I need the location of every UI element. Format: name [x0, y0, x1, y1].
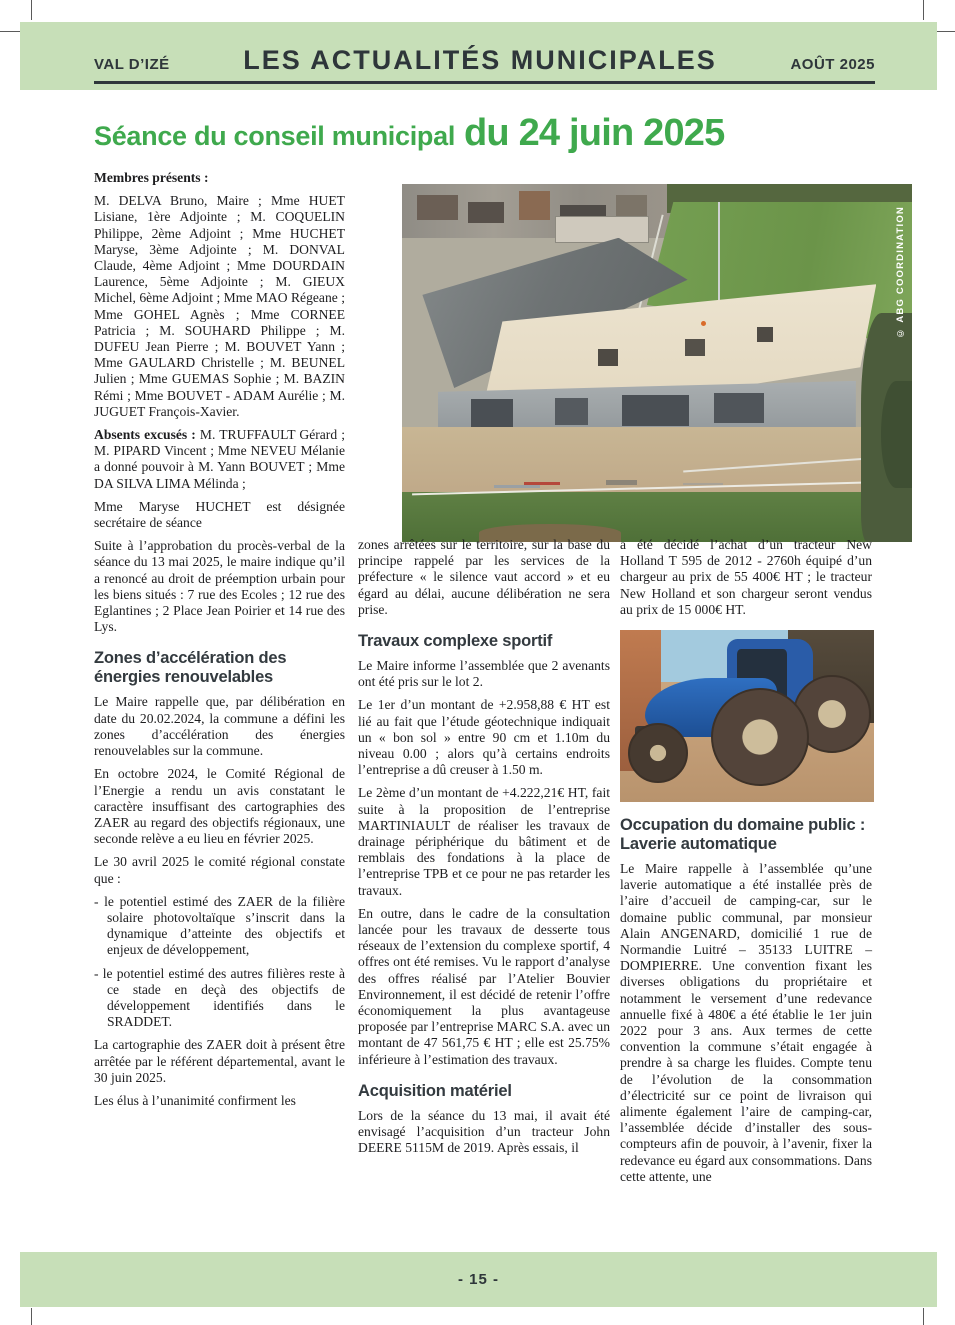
- photo-pallet: [606, 480, 637, 484]
- acquisition-paragraph-2: a été décidé l’achat d’un tracteur New Holland T 595 de 2012 - 2760h équipé d’un chargeur au prix de 55 400€ HT ; le tracteur New Holland et son chargeur seront vendus au prix de 15 000€ HT.: [620, 537, 872, 617]
- crop-mark: [923, 1308, 924, 1325]
- crop-mark: [0, 31, 21, 32]
- photo-wall-opening: [622, 395, 689, 425]
- column-middle: [358, 537, 610, 1164]
- section-heading-acquisition: Acquisition matériel: [358, 1081, 512, 1100]
- photo-house: [616, 195, 647, 216]
- masthead-band: [20, 22, 937, 90]
- travaux-paragraph-2: Le 1er d’un montant de +2.958,88 € HT est lié au fait que l’étude géotechnique indiquait un « bon sol » entre 90 cm et 1.10m du niveau 0.00 ; alors qu’à certains endroits l’entreprise a dû creuser à 1.50 m.: [358, 697, 610, 778]
- zaer-paragraph-5: Les élus à l’unanimité confirment les: [94, 1092, 296, 1108]
- article-title-part2: du 24 juin 2025: [464, 112, 725, 154]
- travaux-paragraph-4: En outre, dans le cadre de la consultation lancée pour les travaux de desserte tous réseaux de l’extension du complexe sportif, 4 offres ont été remises. Vu le rapport d’analyse des offres réalisé par l’Atelier Bouvier Environnement, il est décidé de retenir l’offre économiquement la plus avantageuse proposée par l’entreprise MARC S.A. avec un montant de 47 561,75 € HT ; elle est 25.75% inférieure à l’estimation des travaux.: [358, 905, 610, 1067]
- section-heading-zaer: Zones d’accélération des énergies renouvelables: [94, 649, 287, 687]
- photo-house: [417, 195, 458, 220]
- photo-cage: [494, 485, 540, 488]
- photo-wall-opening: [555, 398, 588, 425]
- photo-worker: [701, 321, 706, 326]
- photo-slab-opening: [598, 349, 618, 366]
- zaer-paragraph-4: La cartographie des ZAER doit à présent être arrêtée par le référent départemental, avant le 30 juin 2025.: [94, 1037, 345, 1085]
- aerial-construction-photo: [402, 184, 912, 542]
- crop-mark: [31, 0, 32, 20]
- article-title-part1: Séance du conseil municipal: [94, 121, 456, 151]
- masthead-row: [94, 45, 875, 84]
- travaux-paragraph-1: Le Maire informe l’assemblée que 2 avenants ont été pris sur le lot 2.: [358, 658, 610, 690]
- article-title: [94, 112, 724, 155]
- photo-changing-rooms: [555, 216, 649, 243]
- masthead-title: LES ACTUALITÉS MUNICIPALES: [243, 45, 717, 75]
- preemption-paragraph: Suite à l’approbation du procès-verbal de la séance du 13 mai 2025, le maire indique qu’il a renoncé au droit de préemption urbain pour les biens situés : 7 rue des Ecoles ; 12 rue des Eglantines ; 2 Place Jean Poirier et 14 rue des Lys.: [94, 538, 345, 635]
- secretary-paragraph: Mme Maryse HUCHET est désignée secrétaire de séance: [94, 498, 345, 531]
- laverie-paragraph: Le Maire rappelle à l’assemblée qu’une laverie automatique a été installée près de l’aire d’accueil de camping-car, sur le domaine public communal, par monsieur Alain ANGENARD, domicilié 1 rue de Normandie Luitré – 35133 LUITRE – DOMPIERRE. Une convention fixant les diverses obligations du propriétaire et notamment le versement d’une redevance annuelle fixé à 480€ a été établie le 1er juin 2022 pour 3 ans. Aux termes de cette convention la commune s’était engagée à prendre à sa charge les fluides. Compte tenu de l’évolution de la consommation d’électricité sur ce point de livraison qui alimente également l’aire de camping-car, l’assemblée décide d’installer des sous-compteurs afin de pouvoir, à l’avenir, fixer la redevance eu égard aux consommations. Dans cette attente, une: [620, 861, 872, 1184]
- column-left: [94, 170, 345, 1116]
- zaer-paragraph-2: En octobre 2024, le Comité Régional de l’Energie a rendu un avis constatant le caractère insuffisant des cartographies des ZAER au regard des objectifs régionaux, une seconde relève a eu lieu en février 2025.: [94, 766, 345, 847]
- photo-house: [519, 191, 550, 220]
- masthead-date: AOÛT 2025: [790, 56, 875, 73]
- absents-text: M. TRUFFAULT Gérard ; M. PIPARD Vincent ; Mme NEVEU Mélanie a donné pouvoir à M. Yann BOUVET ; Mme DA SILVA LIMA Mélinda ;: [94, 427, 345, 491]
- footer-band: [20, 1252, 937, 1307]
- photo-wall-opening: [471, 399, 513, 428]
- photo-wall-opening: [714, 393, 764, 423]
- zaer-paragraph-3: Le 30 avril 2025 le comité régional constate que :: [94, 854, 345, 886]
- masthead-commune: VAL D’IZÉ: [94, 56, 170, 73]
- laverie-heading-line1: Occupation du domaine public :: [620, 816, 866, 835]
- column-right: [620, 537, 872, 1192]
- absents-label: Absents excusés :: [94, 427, 196, 443]
- members-present-label: Membres présents :: [94, 170, 209, 185]
- photo-trees: [881, 381, 912, 488]
- zaer-continuation-paragraph: zones arrêtées sur le territoire, sur la base du principe rappelé par les services de la préfecture « le silence vaut accord » et eu égard au délai, aucune délibération ne sera prise.: [358, 537, 610, 617]
- page-number: - 15 -: [457, 1271, 499, 1288]
- zaer-list-item-1: - le potentiel estimé des ZAER de la filière solaire photovoltaïque s’inscrit dans la dynamique d’atteinte des objectifs et enjeux de développement,: [94, 893, 345, 958]
- zaer-paragraph-1: Le Maire rappelle que, par délibération en date du 20.02.2024, la commune a défini les zones d’accélération des énergies renouvelables sur la commune.: [94, 694, 345, 759]
- zaer-list-item-2: - le potentiel estimé des autres filières reste à ce stade en deçà des objectifs de développement identifiés dans le SRADDET.: [94, 965, 345, 1030]
- photo-floodlight-pole: [718, 202, 720, 302]
- photo-house: [468, 202, 504, 223]
- crop-mark: [934, 31, 955, 32]
- section-heading-laverie: [620, 816, 872, 854]
- crop-mark: [31, 1308, 32, 1325]
- absents-paragraph: [94, 427, 345, 492]
- members-present-paragraph: M. DELVA Bruno, Maire ; Mme HUET Lisiane, 1ère Adjointe ; M. COQUELIN Philippe, 2ème Adjoint ; Mme HUCHET Maryse, 3ème Adjointe ; M. DONVAL Claude, 4ème Adjoint ; Mme DOURDAIN Laurence, 5ème Adjointe ; M. GIEUX Michel, 6ème Adjoint ; Mme MAO Régeane ; Mme GOHEL Agnès ; Mme CORNEE Patricia ; M. SOUHARD Philippe ; M. DUFEU Jean Pierre ; M. BOUVET Yann ; Mme GAULARD Christelle ; M. BEUNEL Julien ; Mme GUEMAS Sophie ; M. BAZIN Rémi ; Mme BOUVET - ADAM Aurélie ; M. JUGUET François-Xavier.: [94, 193, 345, 419]
- photo-credit: © ABG COORDINATION: [895, 206, 906, 339]
- photo-front-wheel: [628, 723, 688, 783]
- crop-mark: [923, 0, 924, 20]
- photo-slab-opening: [685, 339, 705, 356]
- travaux-paragraph-3: Le 2ème d’un montant de +4.222,21€ HT, fait suite à la proposition de l’entreprise MARTINIAULT de réaliser les travaux de drainage périphérique du bâtiment et de remblais des fondations à la place de l’entreprise TPB et ce pour ne pas retarder les travaux.: [358, 785, 610, 898]
- section-heading-travaux: Travaux complexe sportif: [358, 632, 553, 651]
- photo-slab-opening: [757, 327, 773, 341]
- laverie-heading-line2: Laverie automatique: [620, 835, 777, 854]
- acquisition-paragraph-1: Lors de la séance du 13 mai, il avait été envisagé l’acquisition d’un tracteur John DEERE 5115M de 2019. Après essais, il: [358, 1107, 610, 1156]
- tractor-photo: [620, 630, 874, 802]
